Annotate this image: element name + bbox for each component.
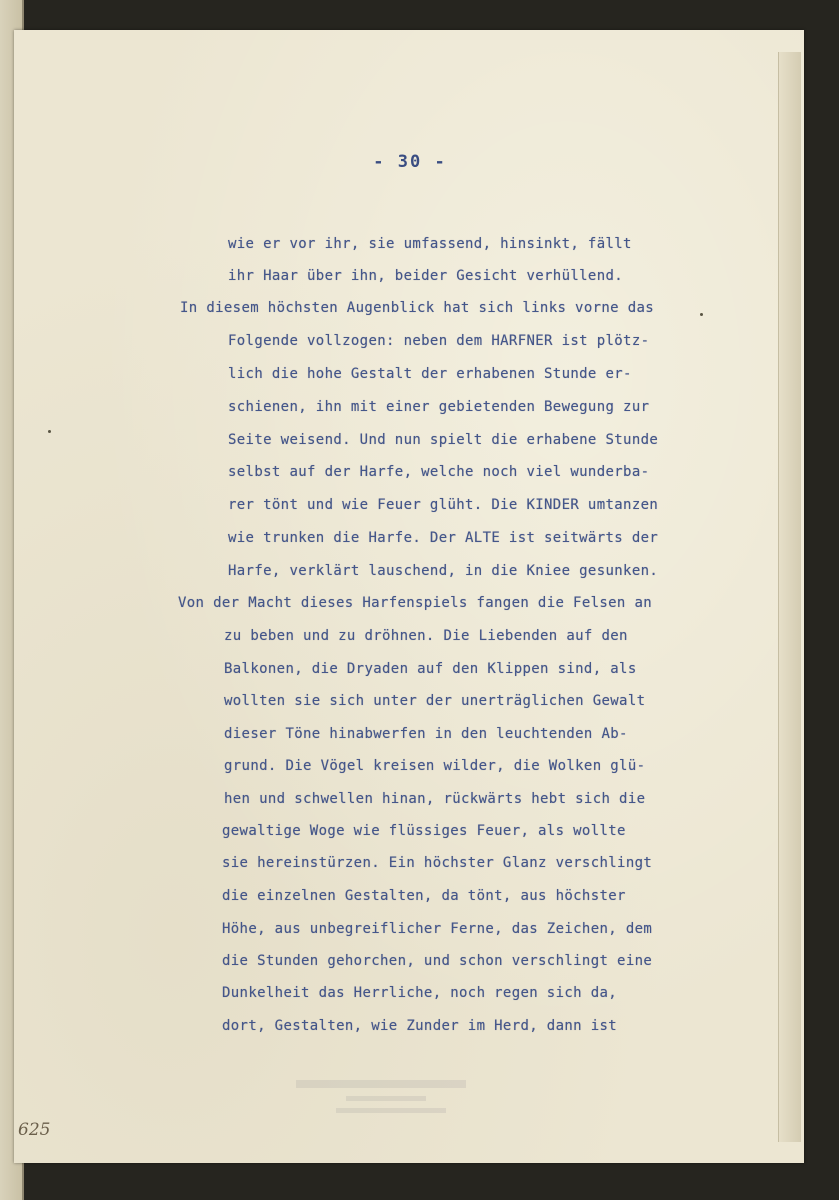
text-line: wollten sie sich unter der unerträglichen Gewalt — [224, 693, 646, 709]
faint-stamp-show-through — [296, 1072, 496, 1122]
text-line: Höhe, aus unbegreiflicher Ferne, das Zeichen, dem — [222, 921, 653, 937]
page-number: - 30 - — [373, 152, 447, 172]
text-line: grund. Die Vögel kreisen wilder, die Wolken glü- — [224, 758, 646, 774]
paper-speck — [48, 430, 51, 433]
handwritten-archive-number: 625 — [18, 1120, 51, 1140]
page-stack-edge — [778, 52, 801, 1142]
text-line: Harfe, verklärt lauschend, in die Kniee gesunken. — [228, 563, 659, 579]
text-line: wie er vor ihr, sie umfassend, hinsinkt, fällt — [228, 236, 632, 252]
text-line: selbst auf der Harfe, welche noch viel wunderba- — [228, 464, 650, 480]
text-line: dieser Töne hinabwerfen in den leuchtenden Ab- — [224, 726, 628, 742]
text-line: Dunkelheit das Herrliche, noch regen sich da, — [222, 985, 618, 1001]
text-line: zu beben und zu dröhnen. Die Liebenden auf den — [224, 628, 628, 644]
text-line: Von der Macht dieses Harfenspiels fangen die Felsen an — [178, 595, 653, 611]
text-line: die einzelnen Gestalten, da tönt, aus höchster — [222, 888, 626, 904]
text-line: Seite weisend. Und nun spielt die erhabene Stunde — [228, 432, 659, 448]
text-line: hen und schwellen hinan, rückwärts hebt sich die — [224, 791, 646, 807]
text-line: ihr Haar über ihn, beider Gesicht verhüllend. — [228, 268, 624, 284]
text-line: lich die hohe Gestalt der erhabenen Stunde er- — [228, 366, 632, 382]
paper-speck — [700, 313, 703, 316]
text-line: rer tönt und wie Feuer glüht. Die KINDER umtanzen — [228, 497, 659, 513]
text-line: Folgende vollzogen: neben dem HARFNER ist plötz- — [228, 333, 650, 349]
text-line: Balkonen, die Dryaden auf den Klippen sind, als — [224, 661, 637, 677]
text-line: dort, Gestalten, wie Zunder im Herd, dann ist — [222, 1018, 618, 1034]
text-line: wie trunken die Harfe. Der ALTE ist seitwärts der — [228, 530, 659, 546]
text-line: die Stunden gehorchen, und schon verschlingt eine — [222, 953, 653, 969]
text-line: schienen, ihn mit einer gebietenden Bewegung zur — [228, 399, 650, 415]
text-line: sie hereinstürzen. Ein höchster Glanz verschlingt — [222, 855, 653, 871]
text-line: In diesem höchsten Augenblick hat sich links vorne das — [180, 300, 655, 316]
text-line: gewaltige Woge wie flüssiges Feuer, als wollte — [222, 823, 626, 839]
